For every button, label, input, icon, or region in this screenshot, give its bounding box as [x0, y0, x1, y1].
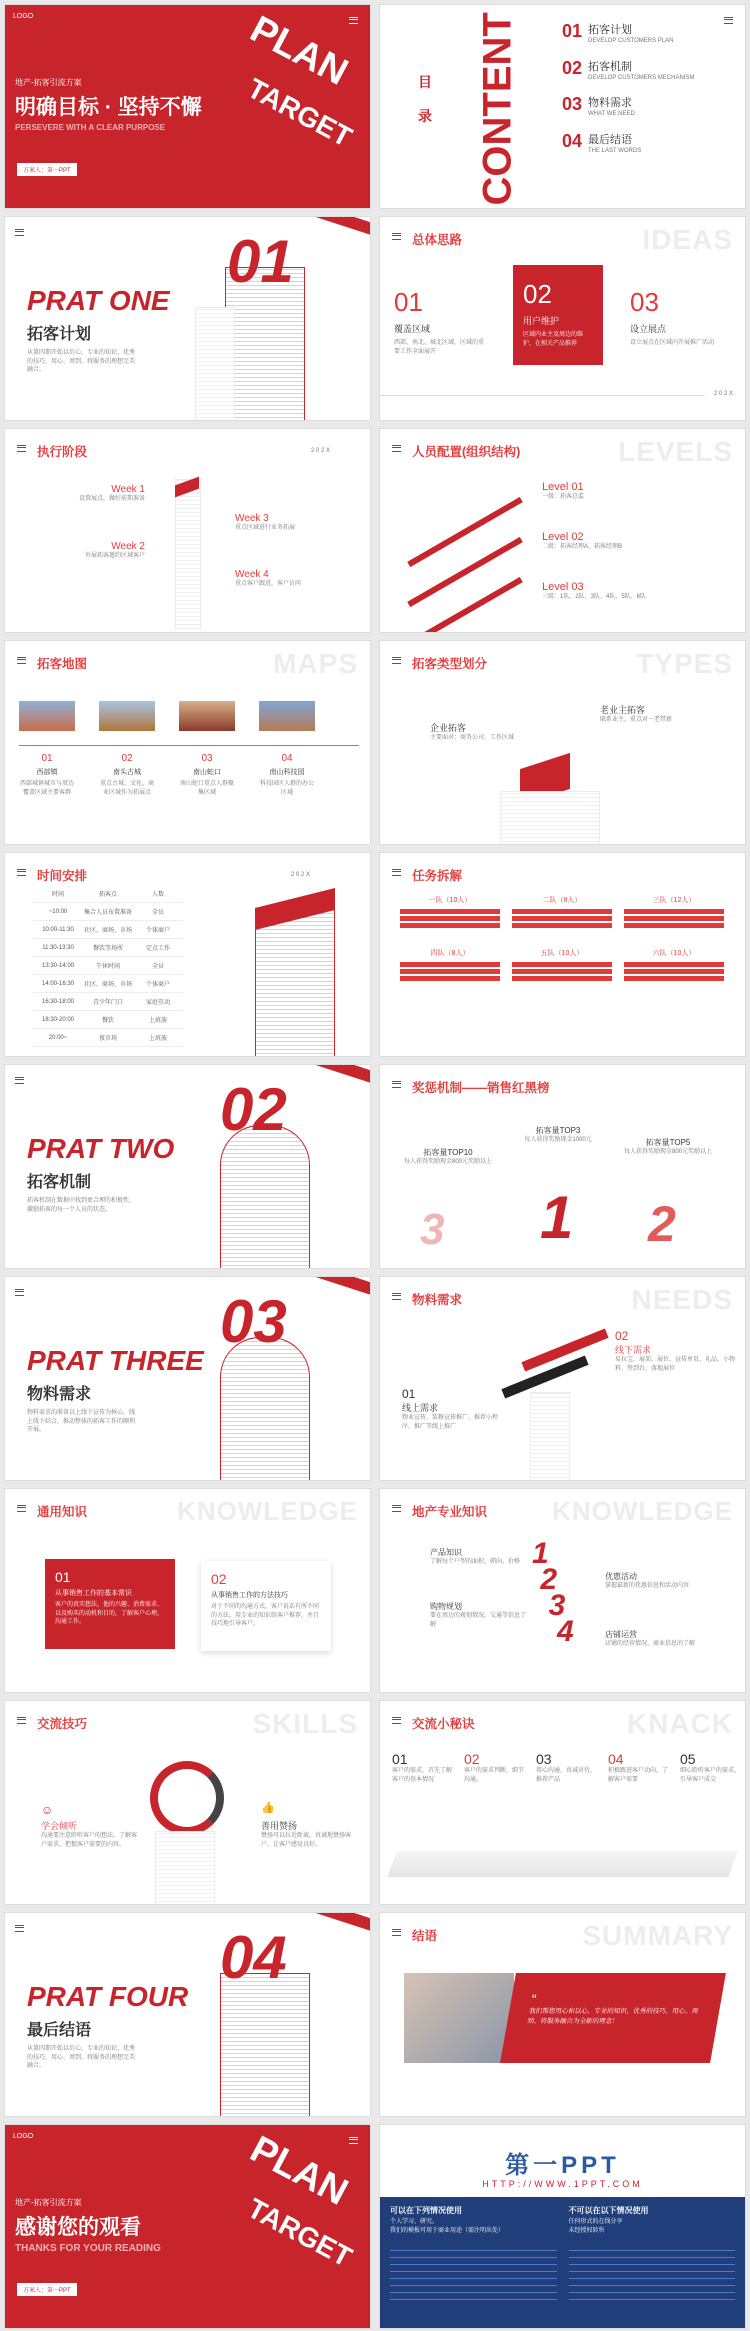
need-offline: 02 线下需求 易拉宝、展架、展位、宣传单页、礼品、小物料、签到台、落地展位 [615, 1329, 736, 1372]
slide-title: 物料需求 [412, 1293, 463, 1307]
cycle-icon [150, 1761, 224, 1835]
slide-title: 地产专业知识 [412, 1505, 488, 1519]
thanks-subtitle: 地产-拓客引流方案 [15, 2198, 82, 2207]
prat-title: PRAT THREE [27, 1345, 204, 1376]
reward-item: 拓客量TOP10 每人获得奖励现金800元奖励以上 [403, 1148, 492, 1165]
section-desc: 物料需求的准备以上线下宣传为核心，线上线下结合，推动整体的拓客工作的顺利开展。 [27, 1410, 136, 1433]
menu-icon[interactable] [17, 445, 26, 452]
skill-praise: 善用赞扬 赞扬可以拉近距离，真诚地赞扬客户，让客户感觉良好。 [261, 1821, 352, 1848]
menu-icon[interactable] [15, 1925, 24, 1932]
slide-title: 任务拆解 [412, 869, 463, 883]
thumb-icon: 👍 [261, 1802, 275, 1814]
ghost-title: IDEAS [642, 224, 733, 255]
type-a: 企业拓客 主要面对：商务公司、工作区域 [430, 723, 515, 741]
knowledge-item: 产品知识 了解每个户型的面积、朝向、价格 [430, 1548, 521, 1565]
section-one-slide [4, 216, 371, 421]
ghost-title: TYPES [636, 648, 733, 679]
menu-icon[interactable] [392, 1505, 401, 1512]
knowledge-item: 购物规划 要在周边的规划情况、交通等信息了解 [430, 1602, 527, 1628]
section-number: 02 [220, 1076, 287, 1143]
skill-listen: 学会倾听 沟通要注意聆听客户的想法，了解客户需求，把握客户需要的内容。 [41, 1821, 138, 1848]
brand-name: 第一PPT [505, 2152, 620, 2179]
author-pill: 方案人：第一PPT [17, 2283, 77, 2296]
idea-card: 03 设立展点 设立展点在区域内开展推广活动 [630, 287, 715, 346]
menu-icon[interactable] [392, 1929, 401, 1936]
slide-title: 拓客地图 [37, 657, 88, 671]
menu-icon[interactable] [392, 445, 401, 452]
skills-slide [4, 1700, 371, 1905]
knack-item: 04 积极跟进客户动向，了解客户需要 [608, 1751, 669, 1783]
toc-item[interactable]: 01 拓客计划 DEVELOP CUSTOMERS PLAN [562, 21, 674, 44]
ghost-title: KNOWLEDGE [552, 1496, 733, 1526]
knack-item: 02 客户的需求判断，细节沟通。 [464, 1751, 525, 1783]
section-desc: 拓客机制在数据中找到更合理的积极性，激励拓客的每一个人员的状态。 [27, 1198, 136, 1213]
team-card: 三队（12人） [624, 895, 724, 930]
general-knowledge-slide [4, 1488, 371, 1693]
map-photo [19, 701, 75, 731]
week-item: Week 1 设置展点，做好前期准备 [78, 484, 145, 502]
slide-title: 拓客类型划分 [412, 657, 488, 671]
knowledge-card-b: 02 从事销售工作的方法技巧 对于不同的沟通方式，客户说话有所不同的方法，用专业的知识给客户推荐，并且技巧地引导客户。 [201, 1561, 331, 1651]
idea-card-active: 02 用户维护 区域内业主及周边的维护，在相关产品推荐 [513, 265, 603, 365]
level-item: Level 03 三级：1队、2队、3队、4队、5队、6队 [542, 581, 647, 600]
cover-en: PERSEVERE WITH A CLEAR PURPOSE [15, 123, 166, 132]
maps-slide [4, 640, 371, 845]
ghost-title: KNOWLEDGE [177, 1496, 358, 1526]
needs-slide [379, 1276, 746, 1481]
team-card: 二队（8人） [512, 895, 612, 930]
smile-icon: ☺ [41, 1803, 54, 1817]
ghost-title: SKILLS [252, 1708, 358, 1739]
rewards-slide [379, 1064, 746, 1269]
types-slide [379, 640, 746, 845]
level-item: Level 02 二级：拓客经理A、拓客经理B [542, 531, 623, 550]
prat-title: PRAT TWO [27, 1133, 175, 1164]
section-desc: 从第四期开始以后心，专业的知识、优秀的技巧、用心、周到，将服务的理想完美融合。 [27, 2046, 136, 2069]
team-card: 一队（10人） [400, 895, 500, 930]
knack-item: 05 细心聆听客户的需求，引导客户成交 [680, 1751, 741, 1783]
slide-title: 结语 [412, 1929, 438, 1943]
toc-item[interactable]: 04 最后结语 THE LAST WORDS [562, 130, 642, 154]
brand-slide [379, 2124, 746, 2329]
knowledge-item: 优惠活动 掌握最新的优惠信息和活动内容 [605, 1572, 690, 1589]
team-grid [400, 895, 730, 983]
week-item: Week 4 重点客户跟进，客户访问 [235, 569, 302, 587]
knowledge-card-a: 01 从事销售工作的基本常识 客户的真实想法、他的兴趣、消费需求、以及购买的动机和目的，了解客户心理，沟通工作。 [45, 1559, 175, 1649]
thanks-title: 感谢您的观看 [15, 2216, 141, 2239]
toc-content: CONTENT [475, 12, 520, 206]
ghost-title: SUMMARY [582, 1920, 733, 1951]
rank-2: 2 [648, 1196, 676, 1252]
level-item: Level 01 一级：拓客总监 [542, 481, 585, 500]
menu-icon[interactable] [392, 1081, 401, 1088]
reward-item: 拓客量TOP5 每人获得奖励现金800元奖励以上 [623, 1138, 712, 1155]
cover-subtitle: 地产-拓客引流方案 [15, 78, 82, 87]
ghost-title: LEVELS [618, 436, 733, 467]
reward-item: 拓客量TOP3 每人获得奖励现金1000元 [524, 1126, 592, 1143]
logo: LOGO [13, 2133, 34, 2140]
toc-slide [379, 4, 746, 209]
rank-3: 3 [420, 1205, 445, 1254]
menu-icon[interactable] [349, 17, 358, 24]
menu-icon[interactable] [349, 2137, 358, 2144]
brand-url[interactable]: HTTP://WWW.1PPT.COM [482, 2179, 643, 2189]
section-two-slide [4, 1064, 371, 1269]
plan-text: PLAN [242, 8, 355, 94]
thanks-en: THANKS FOR YOUR READING [15, 2243, 161, 2254]
type-b: 老业主拓客 联系业主，重点对一老带新 [600, 705, 673, 723]
summary-slide [379, 1912, 746, 2117]
map-item: 03 南山蛇口 南山蛇口重点人群聚集区域 [179, 753, 234, 796]
quote-block: “ 我们帮您用心和以心，专业的知识，优秀的技巧、用心、周到、将服务融合为全新的理念！ [500, 1973, 726, 2063]
slide-title: 奖惩机制——销售红黑榜 [412, 1081, 550, 1095]
tasks-slide [379, 852, 746, 1057]
phases-slide [4, 428, 371, 633]
menu-icon[interactable] [15, 1289, 24, 1296]
idea-card: 01 覆盖区域 西部、南北、城北区域，区域的重要工作全面展开 [394, 287, 485, 355]
target-text: TARGET [242, 72, 357, 153]
map-item: 02 南头古城 重点古城、文化、商业区域作为拓展点 [99, 753, 154, 796]
map-item: 01 西部镇 西部城镇城市与周边覆盖区域主要客群 [19, 753, 74, 796]
toc-item[interactable]: 03 物料需求 WHAT WE NEED [562, 94, 635, 117]
menu-icon[interactable] [392, 233, 401, 240]
team-photo [404, 1973, 514, 2063]
ghost-title: KNACK [626, 1708, 733, 1739]
menu-icon[interactable] [17, 1717, 26, 1724]
map-item: 04 南山科技园 科技园区人群的办公区域 [259, 753, 314, 796]
week-item: Week 2 外展拓客邀约区域客户 [84, 541, 145, 559]
menu-icon[interactable] [17, 657, 26, 664]
menu-icon[interactable] [15, 1077, 24, 1084]
section-title: 最后结语 [27, 2022, 92, 2039]
section-desc: 从第四期开始以后心，专业的知识、优秀的技巧、用心、周到，将服务的理想完美融合。 [27, 350, 136, 373]
levels-slide [379, 428, 746, 633]
section-three-slide [4, 1276, 371, 1481]
prat-title: PRAT ONE [27, 285, 170, 316]
section-number: 03 [220, 1288, 287, 1355]
knack-item: 03 用心沟通，真诚对待，推荐产品 [536, 1751, 597, 1783]
plan-text: PLAN [242, 2128, 355, 2214]
map-photo [259, 701, 315, 731]
section-four-slide [4, 1912, 371, 2117]
team-card: 四队（8人） [400, 948, 500, 983]
team-card: 五队（10人） [512, 948, 612, 983]
thanks-slide [4, 2124, 371, 2329]
toc-mu: 目 录 [418, 74, 432, 124]
menu-icon[interactable] [17, 869, 26, 876]
slide-title: 交流技巧 [37, 1717, 88, 1731]
menu-icon[interactable] [15, 229, 24, 236]
section-title: 拓客机制 [27, 1174, 92, 1191]
slide-title: 执行阶段 [37, 445, 88, 459]
cover-title: 明确目标 · 坚持不懈 [15, 96, 202, 119]
rank-1: 1 [540, 1184, 574, 1251]
menu-icon[interactable] [392, 1293, 401, 1300]
section-number: 01 [227, 228, 294, 295]
slide-title: 时间安排 [37, 869, 88, 883]
year: 2 0 2 X [310, 448, 330, 454]
year: 2 0 2 X [713, 391, 733, 397]
menu-icon[interactable] [392, 657, 401, 664]
toc-item[interactable]: 02 拓客机制 DEVELOP CUSTOMERS MECHANISM [562, 57, 695, 81]
logo: LOGO [13, 13, 34, 20]
prat-title: PRAT FOUR [27, 1981, 189, 2012]
schedule-table: 时间 拓客点 人数 ~10:00 集合人员布置准备 全员 10:00-11:30 社区、商场、市场 个体商户 11:30-13:30 餐饮等场所 定点工作 13:30-14:00 午休时间 全员 14:00-16:30 社区、商场、市场 个体商户 16:30-18:00 青少年门口 家庭互动 18:30-20:00 餐饮 上班族 20:00~ 夜市场 上班族 [33, 885, 183, 1047]
cover-slide [4, 4, 371, 209]
map-photo [99, 701, 155, 731]
year: 2 0 2 X [290, 872, 310, 878]
week-item: Week 3 重点区域进行业务拓展 [235, 513, 296, 531]
estate-knowledge-slide [379, 1488, 746, 1693]
slide-title: 人员配置(组织结构) [412, 445, 521, 459]
knack-item: 01 客户的需求，首先了解客户的基本情况 [392, 1751, 453, 1783]
author-pill: 方案人：第一PPT [17, 163, 77, 176]
schedule-slide [4, 852, 371, 1057]
ideas-slide [379, 216, 746, 421]
section-title: 拓客计划 [27, 326, 92, 343]
menu-icon[interactable] [392, 1717, 401, 1724]
slide-title: 交流小秘诀 [412, 1717, 475, 1731]
knack-list [392, 1751, 744, 1784]
need-online: 01 线上需求 物业宣传、装修宣传推广、推荐小程序、推广等线上推广 [402, 1387, 499, 1430]
target-text: TARGET [242, 2192, 357, 2273]
slide-title: 总体思路 [412, 233, 463, 247]
menu-icon[interactable] [392, 869, 401, 876]
toc-list [562, 21, 742, 155]
knack-slide [379, 1700, 746, 1905]
ghost-title: NEEDS [631, 1284, 733, 1315]
knowledge-item: 店铺运营 店铺的经营情况、商业信息的了解 [605, 1630, 696, 1647]
step-numbers: 1 2 3 4 [532, 1537, 574, 1648]
section-number: 04 [220, 1924, 287, 1991]
menu-icon[interactable] [17, 1505, 26, 1512]
section-title: 物料需求 [27, 1386, 92, 1403]
ghost-title: MAPS [273, 648, 358, 679]
team-card: 六队（10人） [624, 948, 724, 983]
map-photo [179, 701, 235, 731]
slide-title: 通用知识 [37, 1505, 88, 1519]
usage-panel: 可以在下列情况使用 个人学习、研究。 我们的模板可用于商业用途（需注明出处） 不可以在以下情况使用 任何形式的在线分享 未经授权转售 [380, 2197, 745, 2328]
